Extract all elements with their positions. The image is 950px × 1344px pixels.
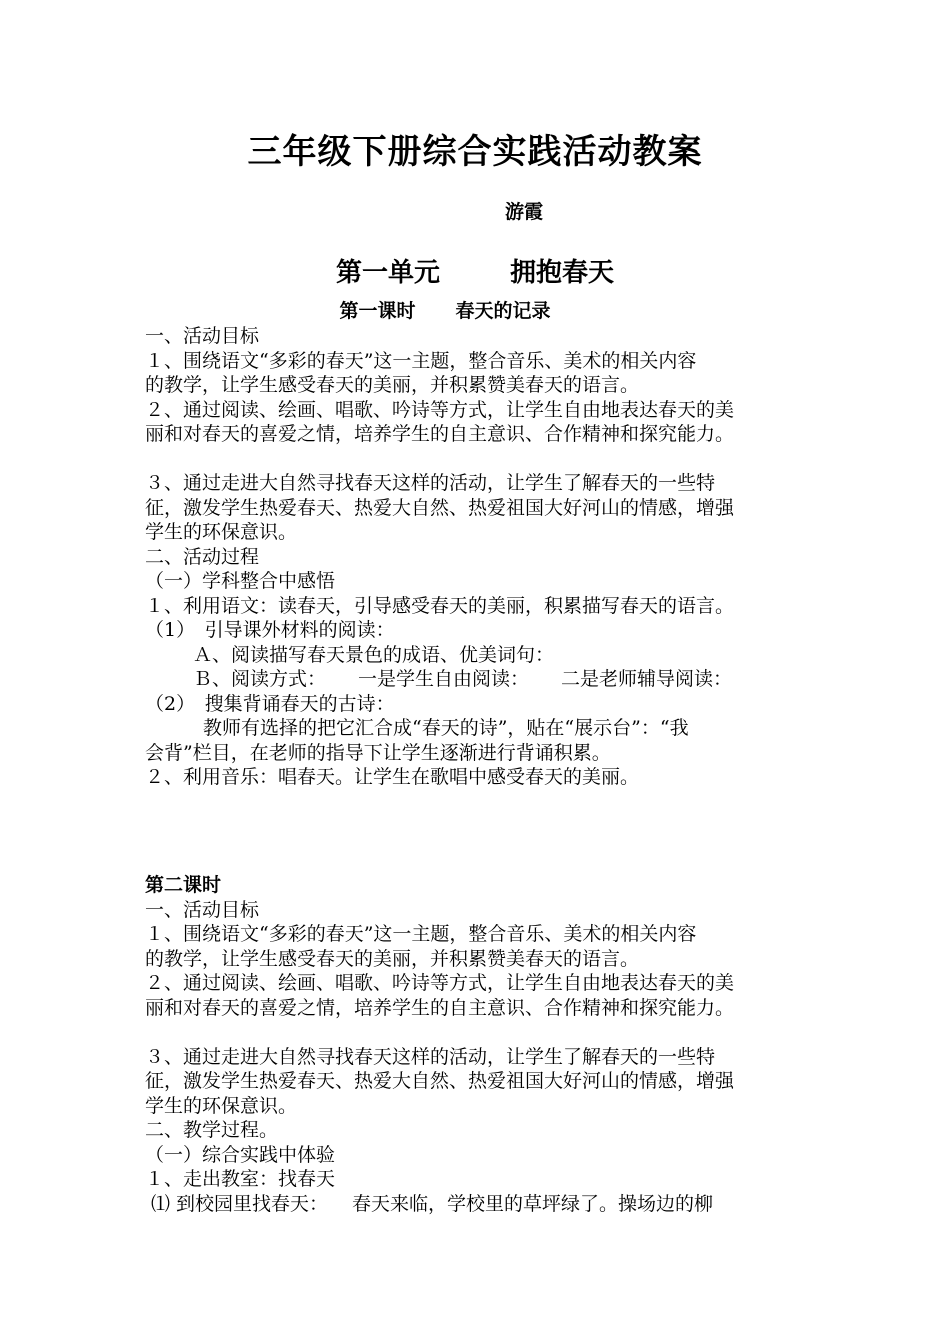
paragraph-line: 学生的环保意识。 — [145, 521, 298, 543]
section-heading: 二、活动过程 — [145, 545, 260, 568]
paragraph-line: ２、通过阅读、绘画、唱歌、吟诗等方式，让学生自由地表达春天的美 — [145, 972, 735, 994]
paragraph-line: 的教学，让学生感受春天的美丽，并积累赞美春天的语言。 — [145, 374, 640, 396]
section-heading: 一、活动目标 — [145, 898, 260, 921]
activity-text: 春天来临，学校里的草坪绿了。操场边的柳 — [352, 1192, 714, 1215]
activity-label: ⑴ 到校园里找春天： — [151, 1192, 329, 1215]
paragraph-line: 丽和对春天的喜爱之情，培养学生的自主意识、合作精神和探究能力。 — [145, 996, 735, 1019]
lesson2-heading: 第二课时 — [145, 874, 222, 896]
paragraph-line: １、走出教室：找春天 — [145, 1168, 336, 1190]
list-item: （2） 搜集背诵春天的古诗： — [145, 692, 395, 715]
reading-method-option-2: 二是老师辅导阅读： — [561, 668, 733, 690]
paragraph-line: 学生的环保意识。 — [145, 1094, 298, 1117]
paragraph-line: ３、通过走进大自然寻找春天这样的活动，让学生了解春天的一些特 — [145, 1045, 716, 1068]
subsection-heading: （一）学科整合中感悟 — [145, 570, 336, 592]
lesson1-body — [145, 324, 835, 790]
list-item — [145, 667, 835, 692]
blank-line — [145, 447, 835, 472]
section-heading: 一、活动目标 — [145, 325, 260, 347]
paragraph-line: 的教学，让学生感受春天的美丽，并积累赞美春天的语言。 — [145, 947, 640, 970]
paragraph-line: １、利用语文：读春天，引导感受春天的美丽，积累描写春天的语言。 — [145, 594, 735, 617]
lesson2-body — [145, 873, 835, 1216]
paragraph-line: ２、利用音乐：唱春天。让学生在歌唱中感受春天的美丽。 — [145, 766, 640, 788]
paragraph-line: 丽和对春天的喜爱之情，培养学生的自主意识、合作精神和探究能力。 — [145, 423, 735, 445]
section-heading: 二、教学过程。 — [145, 1119, 279, 1141]
document-title: 三年级下册综合实践活动教案 — [247, 132, 703, 172]
paragraph-line: 会背”栏目，在老师的指导下让学生逐渐进行背诵积累。 — [145, 741, 611, 764]
list-item: （1） 引导课外材料的阅读： — [145, 619, 395, 641]
paragraph-line: 征，激发学生热爱春天、热爱大自然、热爱祖国大好河山的情感，增强 — [145, 1070, 735, 1092]
lesson1-label: 第一课时 — [339, 300, 416, 322]
paragraph-line: １、围绕语文“多彩的春天”这一主题，整合音乐、美术的相关内容 — [145, 923, 697, 945]
paragraph-line: 征，激发学生热爱春天、热爱大自然、热爱祖国大好河山的情感，增强 — [145, 496, 735, 519]
unit-label: 第一单元 — [335, 258, 440, 288]
lesson1-heading — [0, 297, 890, 325]
reading-method-label: Ｂ、阅读方式： — [193, 668, 327, 690]
unit-heading — [0, 255, 950, 291]
lesson1-name: 春天的记录 — [455, 300, 551, 322]
blank-line — [145, 1020, 835, 1045]
list-item: Ａ、阅读描写春天景色的成语、优美词句： — [193, 643, 555, 666]
paragraph-line: ２、通过阅读、绘画、唱歌、吟诗等方式，让学生自由地表达春天的美 — [145, 398, 735, 421]
unit-name: 拥抱春天 — [510, 258, 615, 288]
list-item — [145, 1192, 835, 1217]
paragraph-line: 教师有选择的把它汇合成“春天的诗”，贴在“展示台”：“我 — [203, 717, 689, 739]
subsection-heading: （一）综合实践中体验 — [145, 1143, 336, 1166]
paragraph-line: １、围绕语文“多彩的春天”这一主题，整合音乐、美术的相关内容 — [145, 349, 697, 372]
author-name: 游霞 — [505, 201, 544, 223]
paragraph-line: ３、通过走进大自然寻找春天这样的活动，让学生了解春天的一些特 — [145, 472, 716, 494]
reading-method-option-1: 一是学生自由阅读： — [358, 668, 530, 690]
